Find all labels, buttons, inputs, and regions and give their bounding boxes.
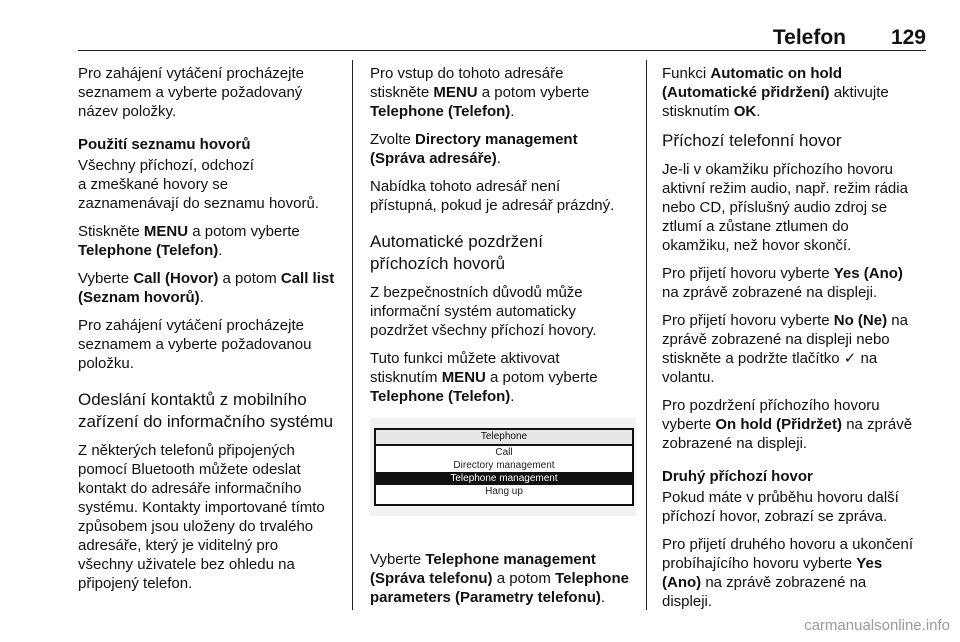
paragraph: Z bezpečnostních důvodů může informační systém automaticky pozdržet všechny příchozí hovory. xyxy=(370,284,597,339)
paragraph: Pro přijetí druhého hovoru a ukončení probíhajícího hovoru vyberte Yes (Ano) na zprávě zobrazené na displeji. xyxy=(662,536,913,610)
paragraph: Pro přijetí hovoru vyberte No (Ne) na zprávě zobrazené na displeji nebo stiskněte a podržte tlačítko ✓ na volantu. xyxy=(662,312,908,386)
check-icon: ✓ xyxy=(843,350,857,367)
paragraph: Stiskněte MENU a potom vyberte Telephone (Telefon). xyxy=(78,223,300,259)
paragraph: Zvolte Directory management (Správa adresáře). xyxy=(370,131,578,167)
header-rule xyxy=(78,50,926,51)
menu-item-telephone-management: Telephone management xyxy=(376,472,632,485)
menu-item-call: Call xyxy=(495,447,513,458)
chapter-title: Telefon xyxy=(772,26,846,49)
paragraph: Nabídka tohoto adresář není přístupná, pokud je adresář prázdný. xyxy=(370,178,615,214)
paragraph: Pro přijetí hovoru vyberte Yes (Ano) na zprávě zobrazené na displeji. xyxy=(662,265,903,301)
section-heading-send-contacts: Odeslání kontaktů z mobilního zařízení do informačního systému xyxy=(78,390,334,431)
column-1 xyxy=(78,64,344,602)
page-header xyxy=(78,26,926,52)
paragraph: Všechny příchozí, odchozí a zmeškané hovory se zaznamenávají do seznamu hovorů. xyxy=(78,157,319,212)
column-2 xyxy=(370,64,636,616)
paragraph: Funkci Automatic on hold (Automatické přidržení) aktivujte stisknutím OK. xyxy=(662,65,889,120)
menu-item-hang-up: Hang up xyxy=(485,486,523,497)
subheading-call-list: Použití seznamu hovorů xyxy=(78,136,251,153)
paragraph: Vyberte Call (Hovor) a potom Call list (Seznam hovorů). xyxy=(78,270,335,306)
section-heading-incoming-call: Příchozí telefonní hovor xyxy=(662,131,842,150)
telephone-menu xyxy=(374,428,634,506)
paragraph: Pro zahájení vytáčení procházejte seznamem a vyberte požadovanou položku. xyxy=(78,317,312,372)
subheading-second-call: Druhý příchozí hovor xyxy=(662,468,813,485)
paragraph: Vyberte Telephone management (Správa telefonu) a potom Telephone parameters (Parametry telefonu). xyxy=(370,551,629,606)
column-divider xyxy=(646,60,647,610)
paragraph: Je-li v okamžiku příchozího hovoru aktivní režim audio, např. režim rádia nebo CD, příslušný audio zdroj se ztlumí a zůstane ztlumen do okamžiku, než hovor skončí. xyxy=(662,161,908,254)
menu-item-directory-management: Directory management xyxy=(453,460,555,471)
paragraph: Pro vstup do tohoto adresáře stiskněte MENU a potom vyberte Telephone (Telefon). xyxy=(370,65,590,120)
column-divider xyxy=(352,60,353,610)
paragraph: Pokud máte v průběhu hovoru další příchozí hovor, zobrazí se zpráva. xyxy=(662,489,899,525)
column-3 xyxy=(662,64,928,620)
watermark: carmanualsonline.info xyxy=(804,617,950,634)
paragraph: Tuto funkci můžete aktivovat stisknutím MENU a potom vyberte Telephone (Telefon). xyxy=(370,350,598,405)
menu-title: Telephone xyxy=(376,430,632,446)
paragraph: Pro zahájení vytáčení procházejte seznamem a vyberte požadovaný název položky. xyxy=(78,65,304,120)
page-number: 129 xyxy=(890,26,926,49)
section-heading-auto-hold: Automatické pozdržení příchozích hovorů xyxy=(370,232,543,273)
paragraph: Z některých telefonů připojených pomocí Bluetooth můžete odeslat kontakt do adresáře informačního systému. Kontakty importované tímto způsobem jsou uloženy do trvalého adresáře, který je viditelný pro všechny uživatele bez ohledu na připojený telefon. xyxy=(78,442,325,592)
telephone-menu-illustration xyxy=(370,418,636,516)
paragraph: Pro pozdržení příchozího hovoru vyberte On hold (Přidržet) na zprávě zobrazené na displeji. xyxy=(662,397,913,452)
